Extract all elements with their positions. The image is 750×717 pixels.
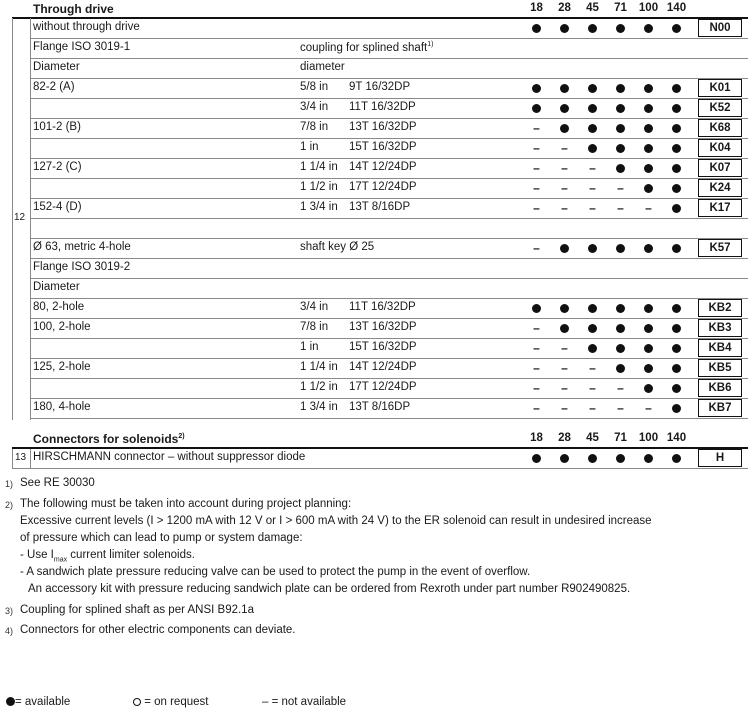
available-dot-icon: [588, 144, 597, 153]
spline-spec: 14T 12/24DP: [349, 161, 417, 173]
availability-size-71: [607, 199, 634, 217]
availability-size-140: [663, 199, 690, 217]
availability-size-45: [579, 99, 606, 117]
availability-size-45: [579, 199, 606, 217]
available-dot-icon: [616, 454, 625, 463]
size-header-100: 100: [638, 2, 659, 14]
shaft-size: 3/4 in: [300, 101, 329, 113]
connector-availability-size-28: [551, 449, 578, 467]
spline-spec: 13T 8/16DP: [349, 201, 411, 213]
size-header-28: 28: [558, 2, 571, 14]
not-available-dash: –: [533, 401, 540, 415]
available-dot-icon: [616, 344, 625, 353]
availability-size-18: [523, 79, 550, 97]
not-available-dash: –: [561, 141, 568, 155]
availability-size-18: [523, 119, 550, 137]
availability-size-28: [551, 79, 578, 97]
availability-size-71: [607, 159, 634, 177]
available-dot-icon: [616, 364, 625, 373]
footnote-4-number: 4): [5, 626, 14, 636]
size-header-45: 45: [586, 432, 599, 444]
available-dot-icon: [588, 454, 597, 463]
availability-size-45: [579, 19, 606, 37]
not-available-dash: –: [645, 201, 652, 215]
available-dot-icon: [644, 144, 653, 153]
available-dot-icon: [532, 24, 541, 33]
availability-size-71: [607, 239, 634, 257]
availability-size-45: [579, 79, 606, 97]
availability-size-100: [635, 339, 662, 357]
spline-spec: 17T 12/24DP: [349, 181, 417, 193]
available-dot-icon: [560, 304, 569, 313]
row-label: Diameter: [33, 61, 80, 73]
footnote-3-text: Coupling for splined shaft as per ANSI B92.1a: [20, 604, 254, 616]
available-dot-icon: [532, 454, 541, 463]
available-dot-icon: [532, 104, 541, 113]
availability-size-45: [579, 139, 606, 157]
availability-size-28: [551, 359, 578, 377]
not-available-dash: –: [617, 181, 624, 195]
availability-size-28: [551, 179, 578, 197]
not-available-dash: –: [561, 161, 568, 175]
availability-size-28: [551, 19, 578, 37]
connector-availability-size-100: [635, 449, 662, 467]
not-available-dash: –: [589, 201, 596, 215]
order-code-n00: N00: [698, 19, 742, 37]
availability-size-45: [579, 299, 606, 317]
available-dot-icon: [644, 244, 653, 253]
available-dot-icon: [672, 164, 681, 173]
availability-size-18: [523, 359, 550, 377]
available-dot-icon: [672, 344, 681, 353]
not-available-dash: –: [589, 381, 596, 395]
available-dot-icon: [672, 204, 681, 213]
available-dot-icon: [560, 124, 569, 133]
available-dot-icon: [616, 324, 625, 333]
available-dot-icon: [644, 304, 653, 313]
spline-spec: 15T 16/32DP: [349, 141, 417, 153]
order-code-kb2: KB2: [698, 299, 742, 317]
row-label: Flange ISO 3019-2: [33, 261, 131, 273]
availability-size-140: [663, 19, 690, 37]
available-dot-icon: [644, 84, 653, 93]
row-label: Flange ISO 3019-1: [33, 41, 131, 53]
not-available-dash: –: [617, 381, 624, 395]
shaft-size: 1 1/2 in: [300, 381, 338, 393]
spline-spec: 15T 16/32DP: [349, 341, 417, 353]
availability-size-140: [663, 339, 690, 357]
connectors-position-border: [30, 449, 31, 468]
shaft-size: 1 1/4 in: [300, 361, 338, 373]
available-dot-icon: [616, 164, 625, 173]
availability-size-140: [663, 179, 690, 197]
connector-availability-size-71: [607, 449, 634, 467]
row-label: 127-2 (C): [33, 161, 82, 173]
shaft-size: 5/8 in: [300, 81, 329, 93]
availability-size-28: [551, 199, 578, 217]
order-code-k04: K04: [698, 139, 742, 157]
availability-size-100: [635, 159, 662, 177]
not-available-dash: –: [645, 401, 652, 415]
available-dot-icon: [532, 84, 541, 93]
available-dot-icon: [672, 244, 681, 253]
availability-size-71: [607, 399, 634, 417]
available-dot-icon: [560, 244, 569, 253]
available-dot-icon: [588, 104, 597, 113]
availability-size-140: [663, 99, 690, 117]
size-header-18: 18: [530, 432, 543, 444]
available-dot-icon: [644, 184, 653, 193]
connectors-title: Connectors for solenoids$^{2)}$: [33, 432, 185, 446]
footnote-2-line-4: - Use $I_{max}$ current limiter solenoids.: [20, 549, 195, 564]
shaft-size: 7/8 in: [300, 121, 329, 133]
order-code-k07: K07: [698, 159, 742, 177]
availability-size-28: [551, 379, 578, 397]
row-label: 100, 2-hole: [33, 321, 91, 333]
available-dot-icon: [560, 454, 569, 463]
order-code-kb7: KB7: [698, 399, 742, 417]
order-code-k68: K68: [698, 119, 742, 137]
footnote-1-number: 1): [5, 479, 14, 489]
availability-size-45: [579, 399, 606, 417]
available-dot-icon: [588, 344, 597, 353]
footnote-2-line-3: of pressure which can lead to pump or system damage:: [20, 532, 303, 544]
availability-size-71: [607, 19, 634, 37]
row-divider: [30, 38, 748, 39]
availability-size-18: [523, 339, 550, 357]
available-dot-icon: [560, 104, 569, 113]
availability-size-100: [635, 99, 662, 117]
row-divider: [30, 418, 748, 419]
available-dot-icon: [672, 404, 681, 413]
position-number-13: 13: [15, 452, 27, 463]
availability-size-100: [635, 119, 662, 137]
not-available-dash: –: [561, 401, 568, 415]
available-dot-icon: [588, 304, 597, 313]
availability-size-100: [635, 79, 662, 97]
footnote-2-line-1: The following must be taken into account during project planning:: [20, 498, 352, 510]
availability-size-28: [551, 299, 578, 317]
connector-availability-size-18: [523, 449, 550, 467]
availability-size-71: [607, 79, 634, 97]
available-dot-icon: [588, 244, 597, 253]
availability-size-28: [551, 399, 578, 417]
available-dot-icon: [672, 304, 681, 313]
available-dot-icon: [644, 164, 653, 173]
available-dot-icon: [560, 24, 569, 33]
available-dot-icon: [560, 324, 569, 333]
row-divider: [30, 258, 748, 259]
available-dot-icon: [616, 144, 625, 153]
availability-size-140: [663, 139, 690, 157]
footnote-2-number: 2): [5, 500, 14, 510]
availability-size-140: [663, 299, 690, 317]
not-available-dash: –: [533, 181, 540, 195]
available-dot-icon: [616, 84, 625, 93]
availability-size-71: [607, 139, 634, 157]
footnote-2-line-5: - A sandwich plate pressure reducing valve can be used to protect the pump in the event of overflow.: [20, 566, 531, 578]
shaft-size: 1 in: [300, 141, 319, 153]
not-available-dash: –: [533, 161, 540, 175]
table-left-border: [12, 18, 13, 420]
not-available-dash: –: [561, 341, 568, 355]
footnote-3-number: 3): [5, 606, 14, 616]
not-available-dash: –: [589, 401, 596, 415]
legend-available: = available: [6, 696, 70, 708]
order-code-k52: K52: [698, 99, 742, 117]
available-dot-icon: [616, 304, 625, 313]
available-dot-icon: [588, 24, 597, 33]
availability-size-28: [551, 319, 578, 337]
shaft-size: 7/8 in: [300, 321, 329, 333]
available-dot-icon: [644, 384, 653, 393]
availability-size-100: [635, 359, 662, 377]
not-available-dash: –: [561, 361, 568, 375]
availability-size-71: [607, 339, 634, 357]
spline-spec: 13T 16/32DP: [349, 121, 417, 133]
availability-size-100: [635, 379, 662, 397]
availability-size-71: [607, 319, 634, 337]
footnote-2-line-6: An accessory kit with pressure reducing sandwich plate can be ordered from Rexroth under part number R902490825.: [28, 583, 631, 595]
not-available-dash: –: [533, 241, 540, 255]
available-dot-icon: [616, 104, 625, 113]
size-header-18: 18: [530, 2, 543, 14]
row-divider: [30, 58, 748, 59]
row-label: Diameter: [33, 281, 80, 293]
availability-size-140: [663, 119, 690, 137]
availability-size-18: [523, 379, 550, 397]
available-dot-icon: [588, 124, 597, 133]
shaft-size: coupling for splined shaft$^{1)}$: [300, 41, 434, 54]
availability-size-100: [635, 299, 662, 317]
footnote-1-text: See RE 30030: [20, 477, 95, 489]
availability-size-100: [635, 179, 662, 197]
spline-spec: 13T 16/32DP: [349, 321, 417, 333]
available-dot-icon: [644, 364, 653, 373]
availability-size-28: [551, 159, 578, 177]
connector-hirschmann: HIRSCHMANN connector – without suppressor diode: [33, 451, 306, 463]
shaft-size: shaft key Ø 25: [300, 241, 375, 253]
availability-size-18: [523, 159, 550, 177]
row-label: Ø 63, metric 4-hole: [33, 241, 131, 253]
order-code-h: H: [698, 449, 742, 467]
available-dot-icon: [644, 454, 653, 463]
available-dot-icon: [644, 124, 653, 133]
availability-size-18: [523, 99, 550, 117]
availability-size-18: [523, 199, 550, 217]
availability-size-18: [523, 299, 550, 317]
available-dot-icon: [6, 697, 15, 706]
shaft-size: 1 1/4 in: [300, 161, 338, 173]
row-label: 82-2 (A): [33, 81, 75, 93]
spline-spec: 9T 16/32DP: [349, 81, 411, 93]
not-available-dash: –: [561, 201, 568, 215]
footnote-4-text: Connectors for other electric components can deviate.: [20, 624, 296, 636]
not-available-dash: –: [617, 201, 624, 215]
available-dot-icon: [616, 124, 625, 133]
availability-size-18: [523, 399, 550, 417]
shaft-size: diameter: [300, 61, 345, 73]
spline-spec: 11T 16/32DP: [349, 101, 416, 113]
order-code-k57: K57: [698, 239, 742, 257]
available-dot-icon: [672, 24, 681, 33]
availability-size-71: [607, 99, 634, 117]
availability-size-71: [607, 359, 634, 377]
availability-size-28: [551, 239, 578, 257]
row-divider: [30, 218, 748, 219]
availability-size-140: [663, 79, 690, 97]
shaft-size: 1 3/4 in: [300, 201, 338, 213]
availability-size-100: [635, 139, 662, 157]
available-dot-icon: [672, 454, 681, 463]
availability-size-71: [607, 299, 634, 317]
availability-size-100: [635, 319, 662, 337]
available-dot-icon: [560, 84, 569, 93]
available-dot-icon: [672, 124, 681, 133]
not-available-dash: –: [589, 181, 596, 195]
availability-size-100: [635, 399, 662, 417]
available-dot-icon: [672, 364, 681, 373]
spline-spec: 17T 12/24DP: [349, 381, 417, 393]
availability-size-28: [551, 119, 578, 137]
availability-size-140: [663, 379, 690, 397]
through-drive-title: Through drive: [33, 2, 114, 16]
legend-not-available: – = not available: [262, 696, 347, 708]
spline-spec: 11T 16/32DP: [349, 301, 416, 313]
available-dot-icon: [644, 324, 653, 333]
not-available-dash: –: [617, 401, 624, 415]
available-dot-icon: [672, 84, 681, 93]
footnote-2-line-2: Excessive current levels (I > 1200 mA with 12 V or I > 600 mA with 24 V) to the ER solenoid can result in undesired increase: [20, 515, 652, 527]
available-dot-icon: [588, 324, 597, 333]
available-dot-icon: [672, 104, 681, 113]
availability-size-45: [579, 379, 606, 397]
shaft-size: 1 3/4 in: [300, 401, 338, 413]
availability-size-45: [579, 339, 606, 357]
not-available-dash: –: [533, 341, 540, 355]
not-available-dash: –: [533, 361, 540, 375]
available-dot-icon: [672, 384, 681, 393]
availability-size-18: [523, 139, 550, 157]
connector-availability-size-140: [663, 449, 690, 467]
order-code-k17: K17: [698, 199, 742, 217]
shaft-size: 1 in: [300, 341, 319, 353]
spline-spec: 14T 12/24DP: [349, 361, 417, 373]
availability-size-140: [663, 159, 690, 177]
size-header-28: 28: [558, 432, 571, 444]
size-header-71: 71: [614, 2, 627, 14]
row-label: 125, 2-hole: [33, 361, 91, 373]
not-available-dash: –: [533, 121, 540, 135]
availability-size-140: [663, 399, 690, 417]
availability-size-45: [579, 359, 606, 377]
order-code-kb4: KB4: [698, 339, 742, 357]
order-code-kb6: KB6: [698, 379, 742, 397]
spline-spec: 13T 8/16DP: [349, 401, 411, 413]
size-header-71: 71: [614, 432, 627, 444]
available-dot-icon: [644, 104, 653, 113]
row-label: 80, 2-hole: [33, 301, 85, 313]
availability-size-18: [523, 239, 550, 257]
order-code-k01: K01: [698, 79, 742, 97]
order-code-kb3: KB3: [698, 319, 742, 337]
availability-size-140: [663, 359, 690, 377]
position-number-12: 12: [14, 212, 26, 223]
availability-size-140: [663, 239, 690, 257]
available-dot-icon: [588, 84, 597, 93]
order-code-k24: K24: [698, 179, 742, 197]
row-label: 180, 4-hole: [33, 401, 91, 413]
available-dot-icon: [672, 184, 681, 193]
size-header-140: 140: [666, 2, 687, 14]
availability-size-71: [607, 379, 634, 397]
not-available-dash: –: [533, 321, 540, 335]
availability-size-71: [607, 119, 634, 137]
legend-on-request: = on request: [133, 696, 208, 708]
availability-size-45: [579, 319, 606, 337]
row-label: 101-2 (B): [33, 121, 81, 133]
available-dot-icon: [672, 324, 681, 333]
not-available-dash: –: [561, 181, 568, 195]
size-header-45: 45: [586, 2, 599, 14]
not-available-dash: –: [589, 361, 596, 375]
availability-size-71: [607, 179, 634, 197]
shaft-size: 3/4 in: [300, 301, 329, 313]
not-available-dash: –: [561, 381, 568, 395]
connector-availability-size-45: [579, 449, 606, 467]
order-code-kb5: KB5: [698, 359, 742, 377]
connectors-left-border: [12, 449, 13, 468]
not-available-dash: –: [533, 141, 540, 155]
availability-size-45: [579, 119, 606, 137]
availability-size-45: [579, 239, 606, 257]
availability-size-18: [523, 179, 550, 197]
availability-size-28: [551, 99, 578, 117]
availability-size-28: [551, 139, 578, 157]
available-dot-icon: [644, 24, 653, 33]
row-divider: [30, 278, 748, 279]
not-available-dash: –: [533, 201, 540, 215]
availability-size-100: [635, 239, 662, 257]
availability-size-28: [551, 339, 578, 357]
available-dot-icon: [616, 24, 625, 33]
availability-size-100: [635, 199, 662, 217]
available-dot-icon: [616, 244, 625, 253]
available-dot-icon: [532, 304, 541, 313]
availability-size-140: [663, 319, 690, 337]
on-request-circle-icon: [133, 698, 141, 706]
availability-size-45: [579, 179, 606, 197]
row-label: 152-4 (D): [33, 201, 82, 213]
availability-size-100: [635, 19, 662, 37]
available-dot-icon: [672, 144, 681, 153]
size-header-100: 100: [638, 432, 659, 444]
availability-size-18: [523, 19, 550, 37]
availability-size-18: [523, 319, 550, 337]
shaft-size: 1 1/2 in: [300, 181, 338, 193]
available-dot-icon: [644, 344, 653, 353]
row-label: without through drive: [33, 21, 140, 33]
size-header-140: 140: [666, 432, 687, 444]
not-available-dash: –: [533, 381, 540, 395]
not-available-dash: –: [589, 161, 596, 175]
availability-size-45: [579, 159, 606, 177]
connectors-bottom-rule: [12, 468, 748, 469]
